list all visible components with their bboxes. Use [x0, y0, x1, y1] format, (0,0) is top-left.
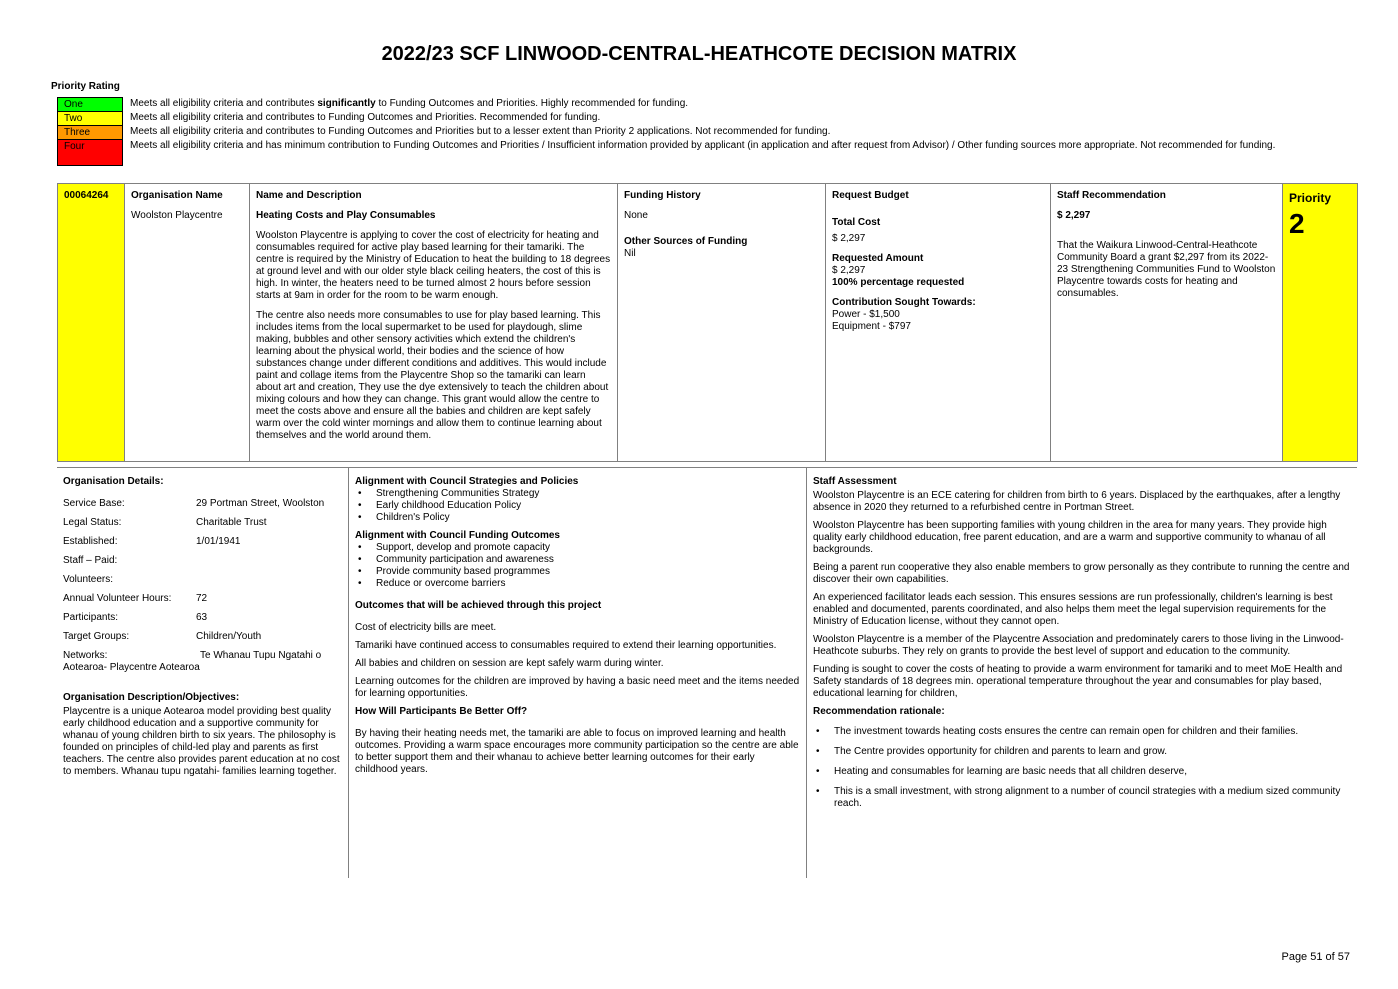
other-sources-heading: Other Sources of Funding [624, 236, 748, 247]
priority-swatch-one: One [57, 97, 123, 111]
contribution-power: Power - $1,500 [832, 309, 900, 320]
contribution-heading: Contribution Sought Towards: [832, 297, 976, 308]
request-budget-cell [826, 184, 1051, 462]
list-item: • The Centre provides opportunity for children and parents to learn and grow. [813, 746, 1351, 758]
achieved-item: Learning outcomes for the children are improved by having a basic need meet and the items needed for learning opportunities. [355, 676, 800, 699]
legend-row-four [57, 139, 1307, 166]
requested-amount-heading: Requested Amount [832, 253, 924, 264]
list-item: • Strengthening Communities Strategy [355, 488, 800, 500]
priority-cell [1283, 184, 1358, 462]
priority-swatch-four: Four [57, 139, 123, 166]
details-section [57, 467, 1357, 878]
request-budget-heading: Request Budget [832, 190, 909, 201]
alignment-column [348, 468, 806, 878]
legend-description: Meets all eligibility criteria and contributes significantly to Funding Outcomes and Priorities. Highly recommended for funding. [130, 98, 689, 109]
percentage-requested: 100% percentage requested [832, 277, 965, 288]
list-item: • This is a small investment, with strong alignment to a number of council strategies with a medium sized community reach. [813, 786, 1351, 810]
detail-row-volunteers: Volunteers: [63, 574, 114, 585]
detail-row-networks: Networks: Te Whanau Tupu Ngatahi o Aotearoa- Playcentre Aotearoa [63, 650, 322, 673]
legend-row-two [57, 111, 1307, 125]
staff-assessment-heading: Staff Assessment [813, 476, 897, 487]
assessment-paragraph: An experienced facilitator leads each session. This ensures sessions are run professionally, children's learning is best enabled and documented, parents coordinated, and also helps them meet the legal supervision requirements for the Ministry of Education license, without they cannot open. [813, 592, 1333, 627]
org-name-heading: Organisation Name [131, 190, 223, 201]
list-item: • Heating and consumables for learning are basic needs that all children deserve, [813, 766, 1351, 778]
application-id: 00064264 [64, 190, 109, 201]
org-description-text: Playcentre is a unique Aotearoa model providing best quality early childhood education and a supportive community for whanau of young children birth to six years. The philosophy is founded on principles of child-led play and parents as first teachers. The centre also provides parent education at no cost to members. Whanau tupu ngatahi- families learning together. [63, 706, 340, 777]
page-title: 2022/23 SCF LINWOOD-CENTRAL-HEATHCOTE DECISION MATRIX [381, 43, 1017, 65]
detail-row-established: Established: 1/01/1941 [63, 536, 241, 547]
assessment-paragraph: Woolston Playcentre has been supporting families with young children in the area for many years. They provide high quality early childhood education, free parent education, and are a warm and supportive community to whanau of all backgrounds. [813, 520, 1327, 555]
priority-legend [57, 97, 1307, 166]
priority-heading: Priority [1289, 191, 1332, 205]
better-off-text: By having their heating needs met, the tamariki are able to focus on improved learning and health outcomes. Providing a warm space encourages more community participation so the centre are able to better support them and their whanau to achieve better learning outcomes for their early childhood years. [355, 728, 799, 775]
list-item: • Support, develop and promote capacity [355, 542, 800, 554]
funding-history-value: None [624, 210, 648, 221]
strategies-heading: Alignment with Council Strategies and Policies [355, 476, 579, 487]
staff-recommendation-heading: Staff Recommendation [1057, 190, 1166, 201]
staff-recommendation-cell [1051, 184, 1283, 462]
total-cost-heading: Total Cost [832, 217, 881, 228]
project-description-p2: The centre also needs more consumables to use for play based learning. This includes items from the local supermarket to be used for playdough, slime making, bubbles and other sensory activities which extend the children's learning about the physical world, their bodies and the science of how substances change under different conditions and additives. This would include paint and collage items from the Playcentre Shop so the tamariki can learn about art and creation, They use the dye extensively to teach the children about mixing colours and how they can change. This grant would allow the centre to meet the costs above and ensure all the babies and children are kept safely warm over the cold winter mornings and allow them to continue learning about themselves and the world around them. [256, 310, 609, 441]
assessment-paragraph: Woolston Playcentre is a member of the Playcentre Association and predominately carers to those living in the Linwood-Heathcote suburbs. They rely on grants to provide the best level of support and education to the community. [813, 634, 1344, 657]
staff-recommendation-text: That the Waikura Linwood-Central-Heathcote Community Board a grant $2,297 from its 2022-23 Strengthening Communities Fund to Woolston Playcentre towards costs for heating and consumables. [1057, 240, 1276, 299]
priority-swatch-three: Three [57, 125, 123, 139]
legend-row-three [57, 125, 1307, 139]
strategies-list [355, 488, 800, 524]
legend-description: Meets all eligibility criteria and has minimum contribution to Funding Outcomes and Priorities / Insufficient information provided by applicant (in application and after request from Advisor) / Other funding sources more appropriate. Not recommended for funding. [130, 140, 1276, 151]
achieved-heading: Outcomes that will be achieved through this project [355, 600, 602, 611]
org-description-heading: Organisation Description/Objectives: [63, 692, 240, 703]
achieved-item: All babies and children on session are kept safely warm during winter. [355, 658, 664, 669]
org-name: Woolston Playcentre [131, 210, 223, 221]
assessment-paragraph: Funding is sought to cover the costs of heating to provide a warm environment for tamariki and to meet MoE Health and Safety standards of 18 degrees min. operational temperature throughout the year and consumables for play based, educational learning for children, [813, 664, 1343, 699]
name-description-cell [250, 184, 618, 462]
staff-assessment-column [806, 468, 1357, 878]
assessment-paragraph: Being a parent run cooperative they also enable members to grow personally as they contribute to running the centre and discover their own capabilities. [813, 562, 1350, 585]
contribution-equipment: Equipment - $797 [832, 321, 911, 332]
funding-history-heading: Funding History [624, 190, 701, 201]
list-item: • Community participation and awareness [355, 554, 800, 566]
name-description-heading: Name and Description [256, 190, 362, 201]
legend-row-one [57, 97, 1307, 111]
legend-description: Meets all eligibility criteria and contributes to Funding Outcomes and Priorities. Recommended for funding. [130, 112, 601, 123]
detail-row-legal-status: Legal Status: Charitable Trust [63, 517, 267, 528]
list-item: • Early childhood Education Policy [355, 500, 800, 512]
funding-history-cell [618, 184, 826, 462]
total-cost-value: $ 2,297 [832, 233, 866, 244]
detail-row-service-base: Service Base: 29 Portman Street, Woolston [63, 498, 325, 509]
project-description-p1: Woolston Playcentre is applying to cover the cost of electricity for heating and consumables required for active play based learning for their tamariki. The centre is required by the Ministry of Education to heat the building to 18 degrees at ground level and with our older style black ceiling heaters, the cost of this is high. In winter, the heaters need to be turned almost 2 hours before session starts at 9am in order for the room to be warm enough. [256, 230, 611, 301]
achieved-item: Tamariki have continued access to consumables required to extend their learning opportunities. [355, 640, 777, 651]
project-name: Heating Costs and Play Consumables [256, 210, 436, 221]
list-item: • Children's Policy [355, 512, 800, 524]
list-item: • Reduce or overcome barriers [355, 578, 800, 590]
outcomes-list [355, 542, 800, 590]
assessment-paragraph: Woolston Playcentre is an ECE catering for children from birth to 6 years. Displaced by the earthquakes, after a lengthy absence in 2020 they returned to a refurbished centre in Portman Street. [813, 490, 1341, 513]
detail-row-target-groups: Target Groups: Children/Youth [63, 631, 262, 642]
list-item: • The investment towards heating costs ensures the centre can remain open for children and their families. [813, 726, 1351, 738]
better-off-heading: How Will Participants Be Better Off? [355, 706, 528, 717]
decision-matrix-table [57, 183, 1358, 462]
legend-description: Meets all eligibility criteria and contributes to Funding Outcomes and Priorities but to a lesser extent than Priority 2 applications. Not recommended for funding. [130, 126, 831, 137]
application-id-cell [58, 184, 125, 462]
achieved-item: Cost of electricity bills are meet. [355, 622, 497, 633]
detail-row-staff-paid: Staff – Paid: [63, 555, 118, 566]
rationale-heading: Recommendation rationale: [813, 706, 945, 717]
rationale-list [813, 726, 1351, 810]
detail-row-participants: Participants: 63 [63, 612, 208, 623]
requested-amount-value: $ 2,297 [832, 265, 866, 276]
outcomes-heading: Alignment with Council Funding Outcomes [355, 530, 560, 541]
organisation-name-cell [125, 184, 250, 462]
other-sources-value: Nil [624, 248, 636, 259]
priority-rating-heading: Priority Rating [51, 81, 120, 92]
list-item: • Provide community based programmes [355, 566, 800, 578]
page-number: Page 51 of 57 [1281, 951, 1350, 963]
organisation-details-column [57, 468, 348, 878]
staff-recommendation-amount: $ 2,297 [1057, 210, 1091, 221]
priority-value: 2 [1289, 208, 1305, 239]
priority-swatch-two: Two [57, 111, 123, 125]
detail-row-volunteer-hours: Annual Volunteer Hours: 72 [63, 593, 208, 604]
org-details-heading: Organisation Details: [63, 476, 164, 487]
